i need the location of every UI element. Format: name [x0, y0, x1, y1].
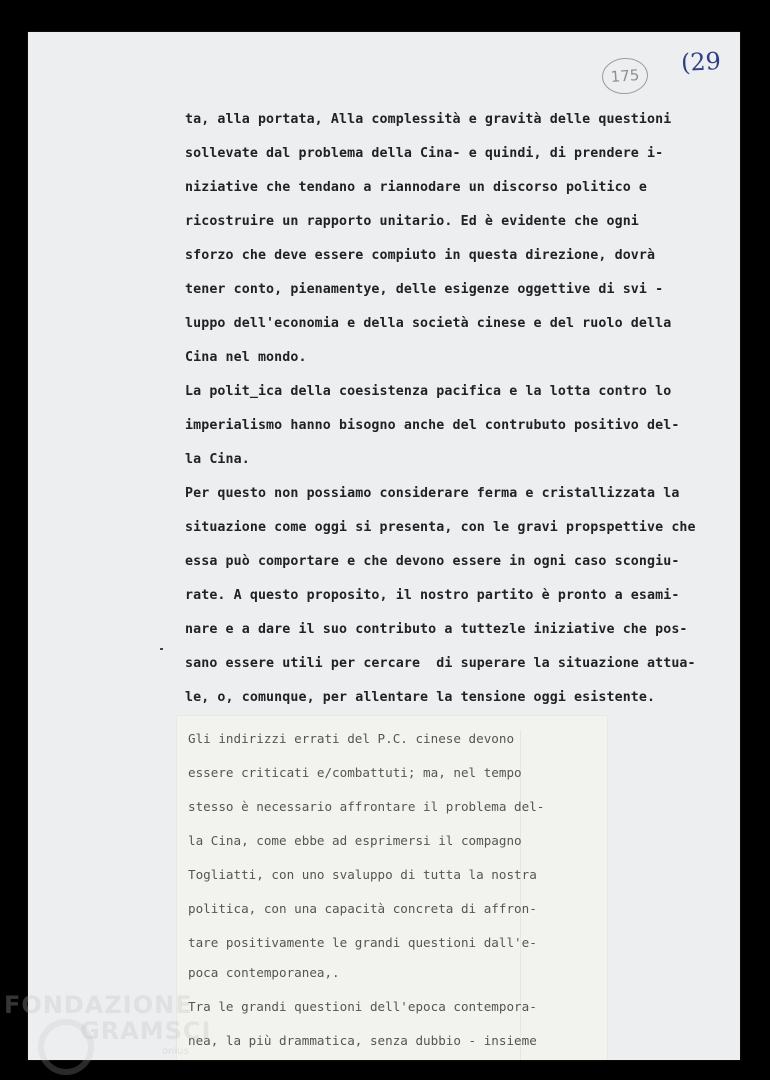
- pasted-line: la Cina, come ebbe ad esprimersi il compagno: [188, 833, 522, 848]
- body-line: Cina nel mondo.: [185, 350, 307, 365]
- pasted-line: nea, la più drammatica, senza dubbio - insieme: [188, 1033, 537, 1048]
- body-line: luppo dell'economia e della società cinese e del ruolo della: [185, 316, 672, 331]
- body-line: sano essere utili per cercare di superare la situazione attua-: [185, 656, 696, 671]
- body-line: la Cina.: [185, 452, 250, 467]
- pasted-line: Tra le grandi questioni dell'epoca contempora-: [188, 999, 537, 1014]
- body-line: essa può comportare e che devono essere in ogni caso scongiu-: [185, 554, 680, 569]
- pasted-line: Gli indirizzi errati del P.C. cinese devono: [188, 731, 515, 746]
- watermark-line-1: FONDAZIONE: [4, 991, 193, 1019]
- watermark-line-2: GRAMSCI: [80, 1017, 212, 1045]
- pasted-line: essere criticati e/combattuti; ma, nel tempo: [188, 765, 522, 780]
- body-line: le, o, comunque, per allentare la tensione oggi esistente.: [185, 690, 656, 705]
- body-line: tener conto, pienamentye, delle esigenze oggettive di svi -: [185, 282, 664, 297]
- body-line: ta, alla portata, Alla complessità e gravità delle questioni: [185, 112, 672, 127]
- watermark-ring-logo: [38, 1019, 94, 1075]
- watermark-line-3: onlus: [162, 1046, 189, 1057]
- margin-mark: [160, 648, 163, 650]
- body-line: rate. A questo proposito, il nostro partito è pronto a esami-: [185, 588, 680, 603]
- pasted-line: poca contemporanea,.: [188, 965, 340, 980]
- ink-page-number: (29: [680, 46, 722, 78]
- body-line: situazione come oggi si presenta, con le gravi propspettive che: [185, 520, 696, 535]
- pasted-line: Togliatti, con uno svaluppo di tutta la nostra: [188, 867, 537, 882]
- pasted-line: politica, con una capacità concreta di affron-: [188, 901, 537, 916]
- body-line: sforzo che deve essere compiuto in questa direzione, dovrà: [185, 248, 656, 263]
- pasted-line: stesso è necessario affrontare il problema del-: [188, 799, 545, 814]
- body-line: niziative che tendano a riannodare un discorso politico e: [185, 180, 648, 195]
- body-line: Per questo non possiamo considerare ferma e cristallizzata la: [185, 486, 680, 501]
- pencil-page-number: 175: [601, 56, 649, 95]
- fondazione-gramsci-watermark: [4, 991, 212, 1057]
- body-line: nare e a dare il suo contributo a tuttezle iniziative che pos-: [185, 622, 688, 637]
- pasted-line: tare positivamente le grandi questioni dall'e-: [188, 935, 537, 950]
- body-line: sollevate dal problema della Cina- e quindi, di prendere i-: [185, 146, 664, 161]
- body-line: imperialismo hanno bisogno anche del contrubuto positivo del-: [185, 418, 680, 433]
- body-line: ricostruire un rapporto unitario. Ed è evidente che ogni: [185, 214, 639, 229]
- body-line: La polit_ica della coesistenza pacifica e la lotta contro lo: [185, 384, 672, 399]
